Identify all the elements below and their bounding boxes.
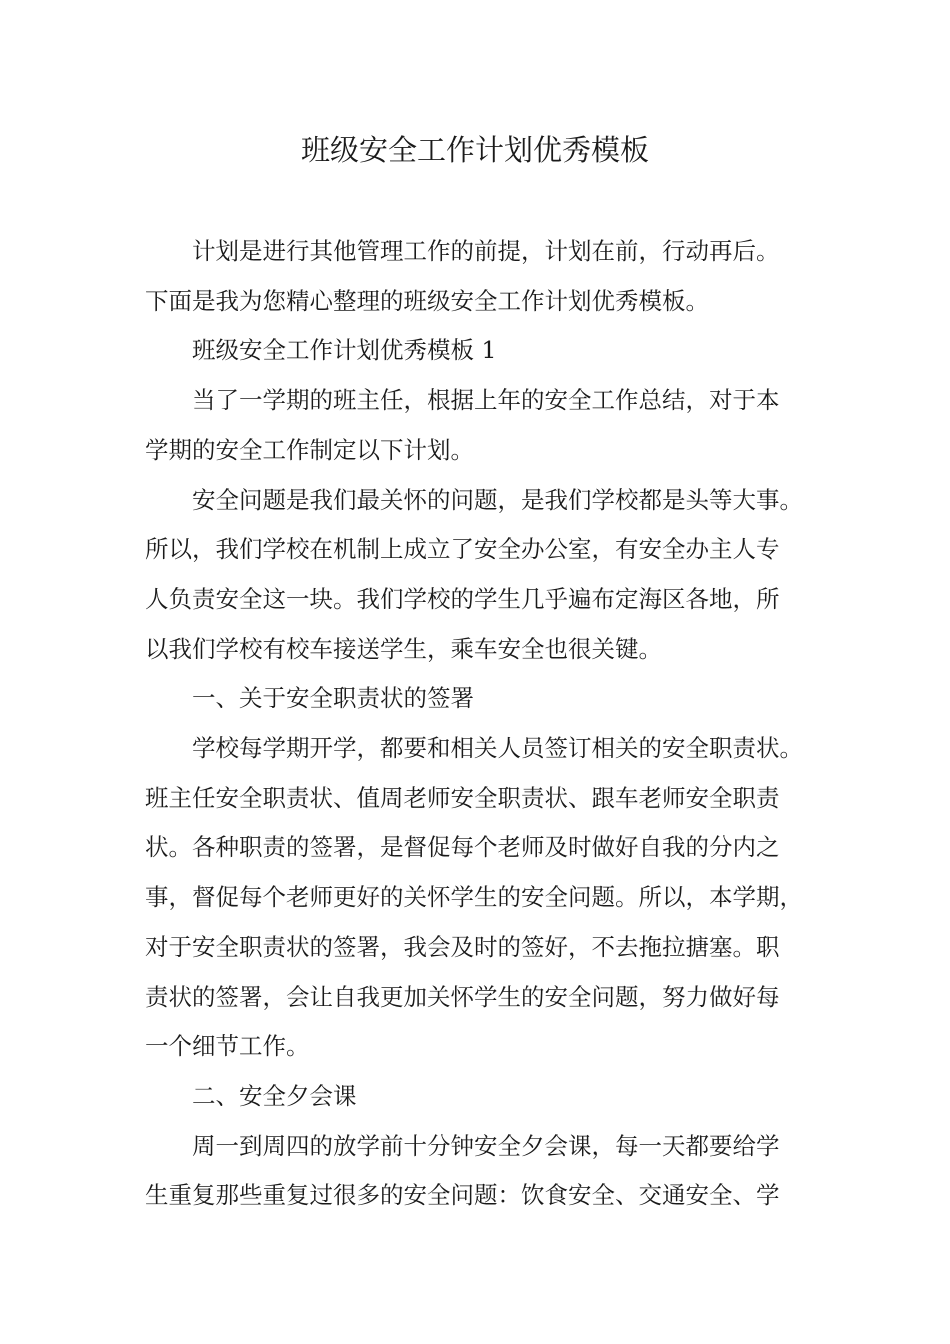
paragraph-2 [145,476,825,675]
text-line: 计划是进行其他管理工作的前提，计划在前，行动再后。 [192,237,780,265]
text-line: 一个细节工作。 [145,1032,310,1061]
text-line: 下面是我为您精心整理的班级安全工作计划优秀模板。 [145,286,709,315]
text-line: 安全问题是我们最关怀的问题，是我们学校都是头等大事。 [192,485,803,514]
text-line: 对于安全职责状的签署，我会及时的签好，不去拖拉搪塞。职 [145,932,780,961]
document-body [145,227,825,1221]
paragraph-1 [145,376,825,475]
paragraph-4 [145,1122,825,1221]
text-line: 班主任安全职责状、值周老师安全职责状、跟车老师安全职责 [145,783,780,812]
text-line: 事，督促每个老师更好的关怀学生的安全问题。所以，本学期， [145,883,803,912]
text-line: 责状的签署，会让自我更加关怀学生的安全问题，努力做好每 [145,982,780,1011]
section-title-text: 班级安全工作计划优秀模板 1 [192,336,497,365]
heading-1 [145,674,825,724]
document-title: 班级安全工作计划优秀模板 [300,133,649,167]
heading-2 [145,1072,825,1122]
heading-text: 一、关于安全职责状的签署 [192,684,474,713]
section-title [145,326,825,376]
text-line: 状。各种职责的签署，是督促每个老师及时做好自我的分内之 [145,833,780,862]
text-line: 所以，我们学校在机制上成立了安全办公室，有安全办主人专 [145,535,780,564]
text-line: 当了一学期的班主任，根据上年的安全工作总结，对于本 [192,386,780,415]
text-line: 人负责安全这一块。我们学校的学生几乎遍布定海区各地，所 [145,584,780,613]
text-line: 周一到周四的放学前十分钟安全夕会课，每一天都要给学 [192,1131,780,1160]
text-line: 学期的安全工作制定以下计划。 [145,435,474,464]
paragraph-3 [145,724,825,1072]
text-line: 生重复那些重复过很多的安全问题：饮食安全、交通安全、学 [145,1181,780,1210]
heading-text: 二、安全夕会课 [192,1081,357,1110]
text-line: 以我们学校有校车接送学生，乘车安全也很关键。 [145,634,662,663]
intro-paragraph [145,227,825,326]
text-line: 学校每学期开学，都要和相关人员签订相关的安全职责状。 [192,734,803,763]
